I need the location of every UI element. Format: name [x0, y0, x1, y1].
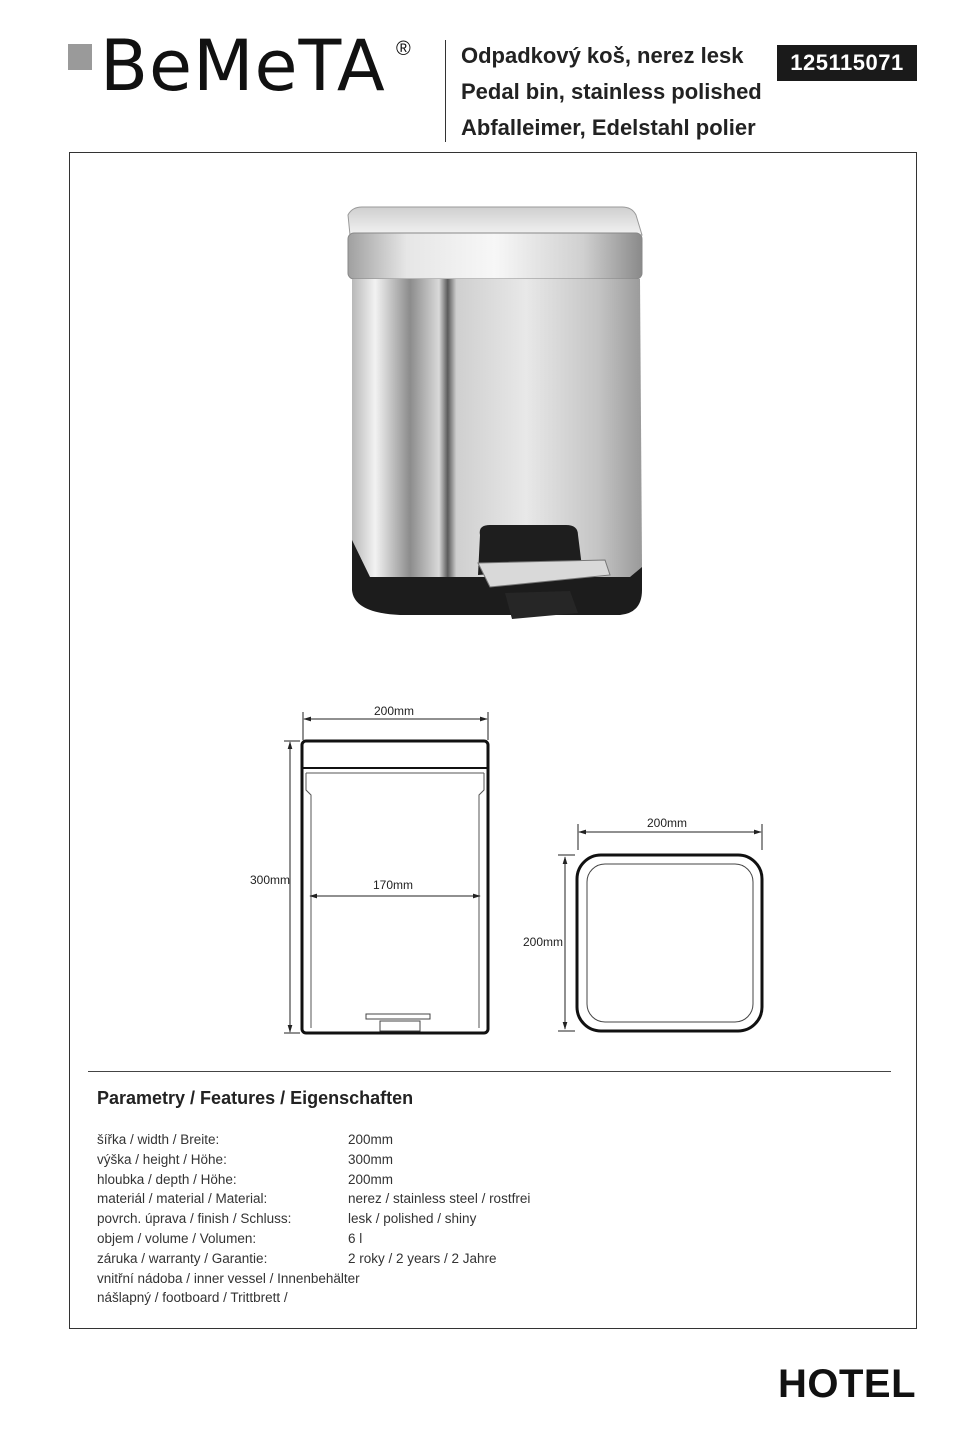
- feature-row: [97, 1189, 597, 1209]
- feature-row: [97, 1130, 597, 1150]
- features-table: [97, 1130, 597, 1308]
- feature-label: materiál / material / Material:: [97, 1191, 268, 1207]
- feature-value: 200mm: [348, 1171, 394, 1187]
- feature-value: lesk / polished / shiny: [348, 1211, 477, 1227]
- feature-row: [97, 1249, 597, 1269]
- feature-row: [97, 1209, 597, 1229]
- dim-top-depth: 200mm: [522, 935, 563, 949]
- feature-row: [97, 1150, 597, 1170]
- feature-value: 300mm: [348, 1151, 394, 1167]
- feature-row: [97, 1269, 597, 1289]
- feature-label: hloubka / depth / Höhe:: [97, 1171, 237, 1187]
- title-de: Abfalleimer, Edelstahl polier: [461, 115, 756, 140]
- product-code: 125115071: [777, 45, 917, 81]
- title-cz: Odpadkový koš, nerez lesk: [461, 43, 744, 68]
- feature-label: vnitřní nádoba / inner vessel / Innenbehälter: [97, 1270, 360, 1286]
- feature-row: [97, 1288, 597, 1308]
- registered-mark: ®: [396, 38, 411, 60]
- category-label: HOTEL: [777, 1362, 916, 1406]
- feature-value: 2 roky / 2 years / 2 Jahre: [348, 1250, 497, 1266]
- brand-logo: BeMeTA: [100, 25, 386, 107]
- product-photo: [330, 195, 660, 635]
- feature-value: nerez / stainless steel / rostfrei: [348, 1191, 531, 1207]
- feature-value: 6 l: [348, 1230, 363, 1246]
- feature-row: [97, 1229, 597, 1249]
- feature-label: výška / height / Höhe:: [97, 1151, 227, 1167]
- features-divider: [88, 1071, 891, 1072]
- feature-row: [97, 1170, 597, 1190]
- feature-value: 200mm: [348, 1132, 394, 1147]
- feature-label: záruka / warranty / Garantie:: [97, 1250, 268, 1266]
- logo-mark: [68, 44, 92, 70]
- feature-label: šířka / width / Breite:: [97, 1132, 220, 1147]
- feature-label: povrch. úprava / finish / Schluss:: [97, 1211, 292, 1227]
- features-heading: Parametry / Features / Eigenschaften: [97, 1088, 414, 1108]
- dim-top-width: 200mm: [646, 816, 688, 830]
- dim-front-width: 200mm: [373, 704, 415, 718]
- product-titles: [461, 38, 762, 146]
- feature-label: nášlapný / footboard / Trittbrett /: [97, 1290, 288, 1306]
- dim-height: 300mm: [249, 873, 290, 887]
- header-divider: [445, 40, 446, 142]
- title-en: Pedal bin, stainless polished: [461, 79, 762, 104]
- dim-inner-width: 170mm: [372, 878, 414, 892]
- feature-label: objem / volume / Volumen:: [97, 1230, 257, 1246]
